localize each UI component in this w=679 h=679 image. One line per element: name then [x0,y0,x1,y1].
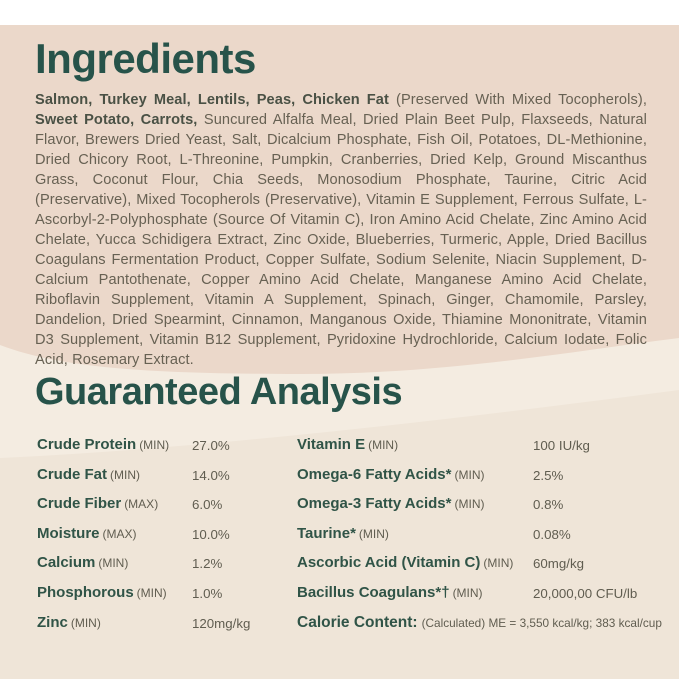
nutrient-value: 10.0% [192,526,230,542]
nutrient-value: 0.8% [533,497,564,513]
nutrient-qualifier: (MIN) [454,497,485,512]
ingredients-primary-bold-1: Salmon, Turkey Meal, Lentils, Peas, Chicken Fat [35,92,389,108]
analysis-row-omega-6 [297,466,675,496]
analysis-row-crude-protein [37,436,287,466]
analysis-row-crude-fat [37,466,287,496]
analysis-right-column [297,436,675,643]
nutrient-name: Zinc [37,613,68,631]
nutrient-qualifier: (MIN) [483,556,514,571]
nutrient-value: 27.0% [192,438,230,453]
ingredients-regular-1: (Preserved With Mixed Tocopherols), [388,92,647,108]
nutrient-value: 6.0% [192,497,223,513]
nutrient-value: 120mg/kg [192,615,251,631]
analysis-row-zinc [37,614,287,644]
nutrient-name: Calcium [37,554,96,572]
nutrient-name: Phosphorous [37,583,134,601]
nutrient-name: Moisture [37,524,100,542]
nutrient-qualifier: (MAX) [102,526,137,541]
analysis-row-taurine [297,525,675,555]
analysis-row-calcium [37,554,287,584]
analysis-row-vitamin-e [297,436,675,466]
nutrient-name: Crude Fat [37,465,108,483]
nutrient-name: Ascorbic Acid (Vitamin C) [297,554,481,572]
nutrient-name: Omega-3 Fatty Acids* [297,495,452,513]
analysis-row-crude-fiber [37,495,287,525]
nutrient-qualifier: (MIN) [452,585,483,600]
nutrient-qualifier: (MIN) [70,615,101,630]
nutrient-qualifier: (MIN) [358,526,389,541]
analysis-row-calorie-content [297,614,675,644]
nutrient-name: Vitamin E [297,436,366,453]
nutrient-qualifier: (MIN) [98,556,129,571]
nutrient-name: Bacillus Coagulans*† [297,583,450,601]
guaranteed-analysis-title: Guaranteed Analysis [35,371,403,413]
guaranteed-analysis-table [0,436,679,666]
nutrient-name: Omega-6 Fatty Acids* [297,465,452,483]
nutrient-name: Crude Protein [37,436,137,453]
ingredients-paragraph [35,90,647,370]
nutrient-value: 14.0% [192,467,230,483]
nutrient-value: 1.0% [192,585,223,601]
nutrient-value: 100 IU/kg [533,438,590,453]
nutrient-qualifier: (MAX) [124,497,159,512]
nutrient-value: 60mg/kg [533,556,584,572]
nutrient-name: Crude Fiber [37,495,122,513]
ingredients-primary-bold-2: Sweet Potato, Carrots, [35,112,198,128]
nutrient-qualifier: (MIN) [368,438,399,452]
nutrient-name: Taurine* [297,524,356,542]
nutrient-qualifier: (MIN) [110,467,141,482]
analysis-row-omega-3 [297,495,675,525]
nutrient-qualifier: (MIN) [136,585,167,600]
analysis-row-moisture [37,525,287,555]
nutrient-value: 0.08% [533,526,571,542]
ingredients-regular-2: Suncured Alfalfa Meal, Dried Plain Beet Pulp, Flaxseeds, Natural Flavor, Brewers Dried Yeast, Salt, Dicalcium Phosphate, Fish Oil, Potatoes, DL-Methionine, Dried Chicory Root, L-Threonine, Pumpkin, Cranberries, Dried Kelp, Ground Miscanthus Grass, Coconut Flour, Chia Seeds, Monosodium Phosphate, Taurine, Citric Acid (Preservative), Mixed Tocopherols (Preservative), Vitamin E Supplement, Ferrous Sulfate, L-Ascorbyl-2-Polyphosphate (Source Of Vitamin C), Iron Amino Acid Chelate, Zinc Amino Acid Chelate, Yucca Schidigera Extract, Zinc Oxide, Blueberries, Turmeric, Apple, Dried Bacillus Coagulans Fermentation Product, Copper Sulfate, Sodium Selenite, Niacin Supplement, D-Calcium Pantothenate, Copper Amino Acid Chelate, Manganese Amino Acid Chelate, Riboflavin Supplement, Vitamin A Supplement, Spinach, Ginger, Chamomile, Parsley, Dandelion, Dried Spearmint, Cinnamon, Manganous Oxide, Thiamine Mononitrate, Vitamin D3 Supplement, Vitamin B12 Supplement, Pyridoxine Hydrochloride, Calcium Iodate, Folic Acid, Rosemary Extract. [35,112,647,368]
nutrient-value: (Calculated) ME = 3,550 kcal/kg; 383 kcal/cup [421,615,662,630]
analysis-row-ascorbic-acid [297,554,675,584]
nutrient-value: 1.2% [192,556,223,572]
nutrient-name: Calorie Content: [297,613,418,631]
ingredients-title: Ingredients [35,35,256,82]
nutrient-value: 20,000,00 CFU/lb [533,585,638,601]
nutrient-qualifier: (MIN) [454,467,485,482]
analysis-row-phosphorous [37,584,287,614]
analysis-left-column [37,436,287,643]
analysis-row-bacillus-coagulans [297,584,675,614]
nutrient-value: 2.5% [533,467,564,483]
nutrient-qualifier: (MIN) [139,438,170,452]
